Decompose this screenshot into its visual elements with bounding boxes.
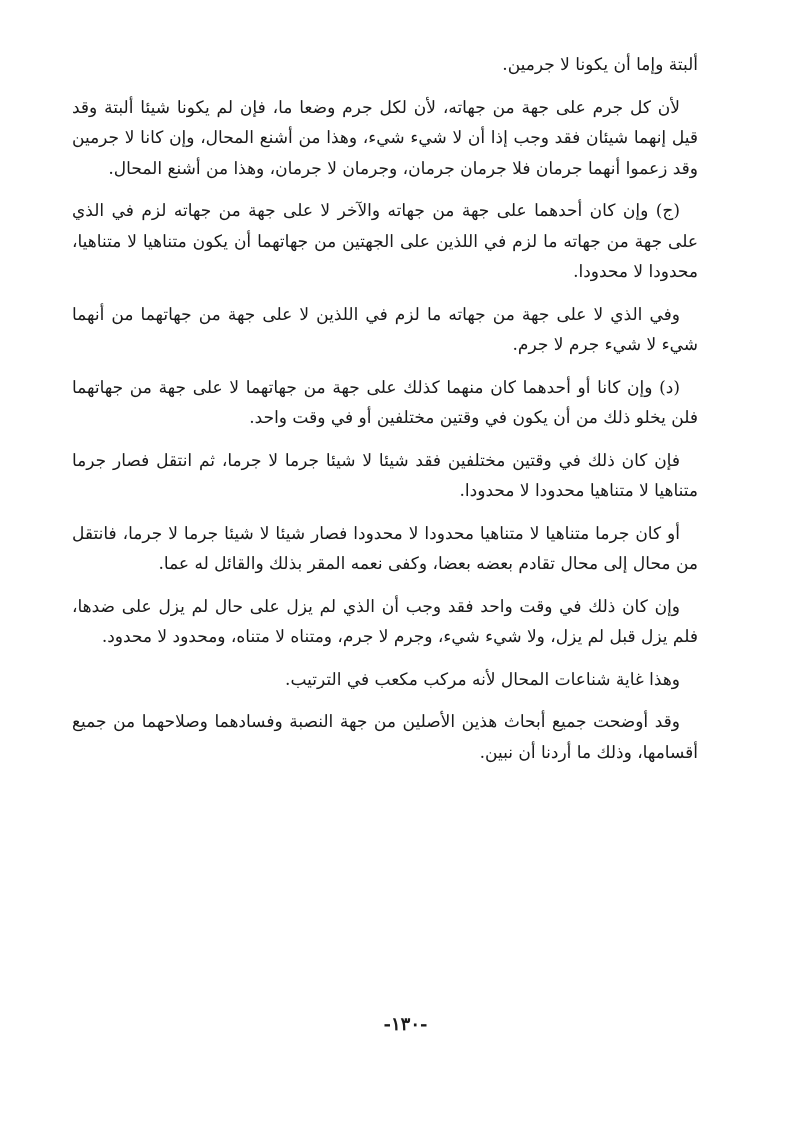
paragraph-5: (د) وإن كانا أو أحدهما كان منهما كذلك على جهة من جهاتهما لا على جهة من جهاتهما فلن يخلو ذلك من أن يكون في وقتين مختلفين أو في وقت واحد. (72, 377, 698, 428)
paragraph-10: وقد أوضحت جميع أبحاث هذين الأصلين من جهة النصبة وفسادهما وصلاحهما من جميع أقسامها، وذلك ما أردنا أن نبين. (72, 712, 698, 763)
paragraph-8: وإن كان ذلك في وقت واحد فقد وجب أن الذي لم يزل على حال لم يزل على ضدها، فلم يزل قبل لم يزل، ولا شيء شيء، وجرم لا جرم، ومتناه لا متناه، ومحدود لا محدود. (72, 596, 698, 647)
paragraph-3: (ج) وإن كان أحدهما على جهة من جهاته والآخر لا على جهة من جهاته لزم في الذي على جهة من جهاته ما لزم في اللذين على الجهتين من جهاتهما أن يكون متناهيا لا متناهيا، محدودا لا محدودا. (72, 201, 698, 282)
paragraph-2: لأن كل جرم على جهة من جهاته، لأن لكل جرم وضعا ما، فإن لم يكونا شيئا ألبتة وقد قيل إنهما شيئان فقد وجب إذا أن لا شيء شيء، وهذا من أشنع المحال، وإن كانا لا جرمين وقد زعموا أنهما جرمان فلا جرمان جرمان، وجرمان لا جرمان، وهذا من أشنع المحال. (72, 97, 698, 179)
paragraph-4: وفي الذي لا على جهة من جهاته ما لزم في اللذين لا على جهة من جهاتهما من أنهما شيء لا شيء جرم لا جرم. (72, 304, 698, 355)
page-body (72, 50, 698, 780)
page-number: -١٣٠- (383, 1014, 428, 1035)
paragraph-6: فإن كان ذلك في وقتين مختلفين فقد شيئا لا شيئا جرما لا جرما، ثم انتقل فصار جرما متناهيا لا متناهيا محدودا لا محدودا. (72, 450, 698, 501)
paragraph-7: أو كان جرما متناهيا لا متناهيا محدودا لا محدودا فصار شيئا لا شيئا جرما لا جرما، فانتقل من محال إلى محال تقادم بعضه بعضا، وكفى نعمه المقر بذلك والقائل له عما. (72, 523, 698, 574)
paragraph-9: وهذا غاية شناعات المحال لأنه مركب مكعب في الترتيب. (285, 669, 680, 690)
paragraph-1: ألبتة وإما أن يكونا لا جرمين. (502, 55, 698, 75)
